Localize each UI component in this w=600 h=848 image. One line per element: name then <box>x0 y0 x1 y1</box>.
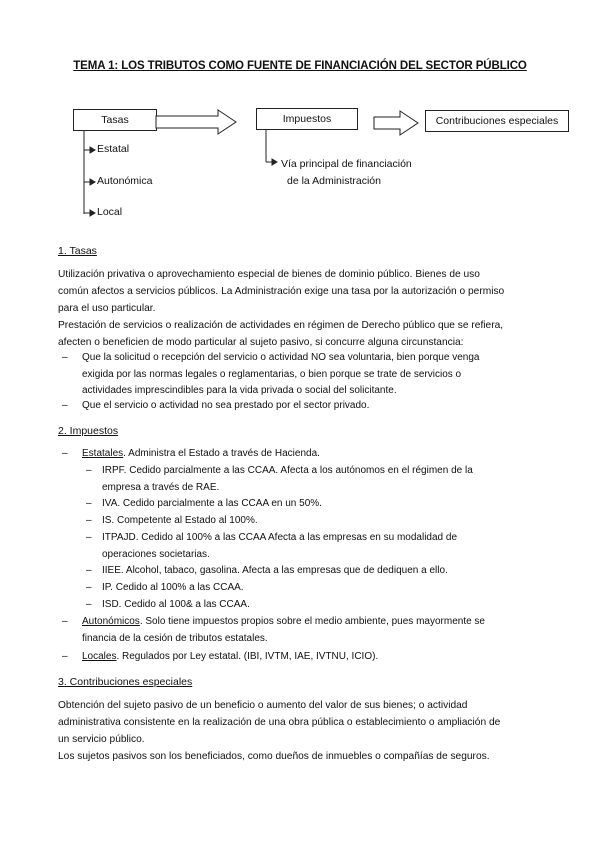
text-line: Prestación de servicios o realización de actividades en régimen de Derecho público que se refiera, <box>58 320 504 331</box>
list-item-autonomicos <box>62 614 542 647</box>
list-item <box>86 530 522 563</box>
dash-bullet: – <box>86 498 92 509</box>
tasas-tree-lines <box>84 130 95 216</box>
dash-bullet: – <box>62 448 68 459</box>
contribuciones-paragraph <box>58 697 548 765</box>
list-item-estatales <box>62 446 542 463</box>
tasas-paragraph-1 <box>58 266 548 351</box>
tasas-item-autonomica: Autonómica <box>97 175 153 187</box>
text-line: Que el servicio o actividad no sea prestado por el sector privado. <box>82 400 370 411</box>
box-tasas: Tasas <box>73 109 157 131</box>
page-title: TEMA 1: LOS TRIBUTOS COMO FUENTE DE FINANCIACIÓN DEL SECTOR PÚBLICO <box>73 60 527 72</box>
label-locales: Locales <box>82 651 117 662</box>
text-line: IS. Competente al Estado al 100%. <box>102 515 258 526</box>
text-line: IIEE. Alcohol, tabaco, gasolina. Afecta a las empresas que de dediquen a ello. <box>102 565 448 576</box>
text-line: . Regulados por Ley estatal. (IBI, IVTM, IAE, IVTNU, ICIO). <box>116 651 379 662</box>
dash-bullet: – <box>86 465 92 476</box>
text-line: Obtención del sujeto pasivo de un beneficio o aumento del valor de sus bienes; o actividad <box>58 700 468 711</box>
section-heading-impuestos: 2. Impuestos <box>58 425 119 437</box>
arrow-right-icon <box>374 111 418 135</box>
dash-bullet: – <box>86 599 92 610</box>
text-line: ISD. Cedido al 100& a las CCAA. <box>102 599 250 610</box>
text-line: operaciones societarias. <box>102 548 210 560</box>
list-item <box>86 563 522 580</box>
box-impuestos: Impuestos <box>256 108 358 130</box>
impuestos-note-line2: de la Administración <box>287 175 381 187</box>
list-item <box>86 597 522 614</box>
dash-bullet: – <box>86 582 92 593</box>
label-autonomicos: Autonómicos <box>82 616 140 627</box>
text-line: un servicio público. <box>58 734 145 745</box>
dash-bullet: – <box>62 400 68 411</box>
text-line: para el uso particular. <box>58 303 156 314</box>
label-estatales: Estatales <box>82 448 124 459</box>
text-line: Los sujetos pasivos son los beneficiados, como dueños de inmuebles o compañías de seguros. <box>58 751 490 762</box>
text-line: Utilización privativa o aprovechamiento especial de bienes de dominio público. Bienes de uso <box>58 269 480 280</box>
list-item <box>86 513 522 530</box>
tasas-item-estatal: Estatal <box>97 143 130 155</box>
dash-bullet: – <box>62 352 68 363</box>
text-line: exigida por las normas legales o reglamentarias, o bien porque se trate de servicios o <box>82 368 462 380</box>
arrow-right-icon <box>156 110 236 134</box>
text-line: financia de la cesión de tributos estatales. <box>82 632 268 644</box>
text-line: Que la solicitud o recepción del servicio o actividad NO sea voluntaria, bien porque venga <box>82 352 480 363</box>
diagram-connectors <box>0 0 600 230</box>
list-item-locales <box>62 649 542 666</box>
text-line: actividades imprescindibles para la vida privada o social del solicitante. <box>82 385 397 396</box>
list-item <box>86 580 522 597</box>
box-contribuciones: Contribuciones especiales <box>425 110 569 132</box>
dash-bullet: – <box>86 532 92 543</box>
section-heading-contribuciones: 3. Contribuciones especiales <box>58 676 193 688</box>
text-line: ITPAJD. Cedido al 100% a las CCAA Afecta a las empresas en su modalidad de <box>102 532 458 543</box>
text-line: IP. Cedido al 100% a las CCAA. <box>102 582 244 593</box>
section-heading-tasas: 1. Tasas <box>58 245 97 257</box>
text-line: administrativa consistente en la realización de una obra pública o establecimiento o ampliación de <box>58 717 501 728</box>
list-item <box>62 398 542 415</box>
text-line: afecten o beneficien de modo particular al sujeto pasivo, si concurre alguna circunstancia: <box>58 337 464 348</box>
list-item <box>86 496 522 513</box>
text-line: común afectos a servicios públicos. La Administración exige una tasa por la autorización o permiso <box>58 286 505 297</box>
tasas-item-local: Local <box>97 206 123 218</box>
text-line: IVA. Cedido parcialmente a las CCAA en un 50%. <box>102 498 322 509</box>
impuestos-note-line1: Vía principal de financiación <box>281 158 412 170</box>
text-line: empresa a través de RAE. <box>102 481 220 493</box>
text-line: . Solo tiene impuestos propios sobre el medio ambiente, pues mayormente se <box>139 616 485 627</box>
list-item <box>86 463 522 496</box>
dash-bullet: – <box>62 616 68 627</box>
dash-bullet: – <box>86 515 92 526</box>
dash-bullet: – <box>86 565 92 576</box>
text-line: IRPF. Cedido parcialmente a las CCAA. Afecta a los autónomos en el régimen de la <box>102 465 473 476</box>
list-item <box>62 350 542 400</box>
text-line: . Administra el Estado a través de Hacienda. <box>123 448 320 459</box>
dash-bullet: – <box>62 651 68 662</box>
impuestos-note-line <box>266 130 277 165</box>
